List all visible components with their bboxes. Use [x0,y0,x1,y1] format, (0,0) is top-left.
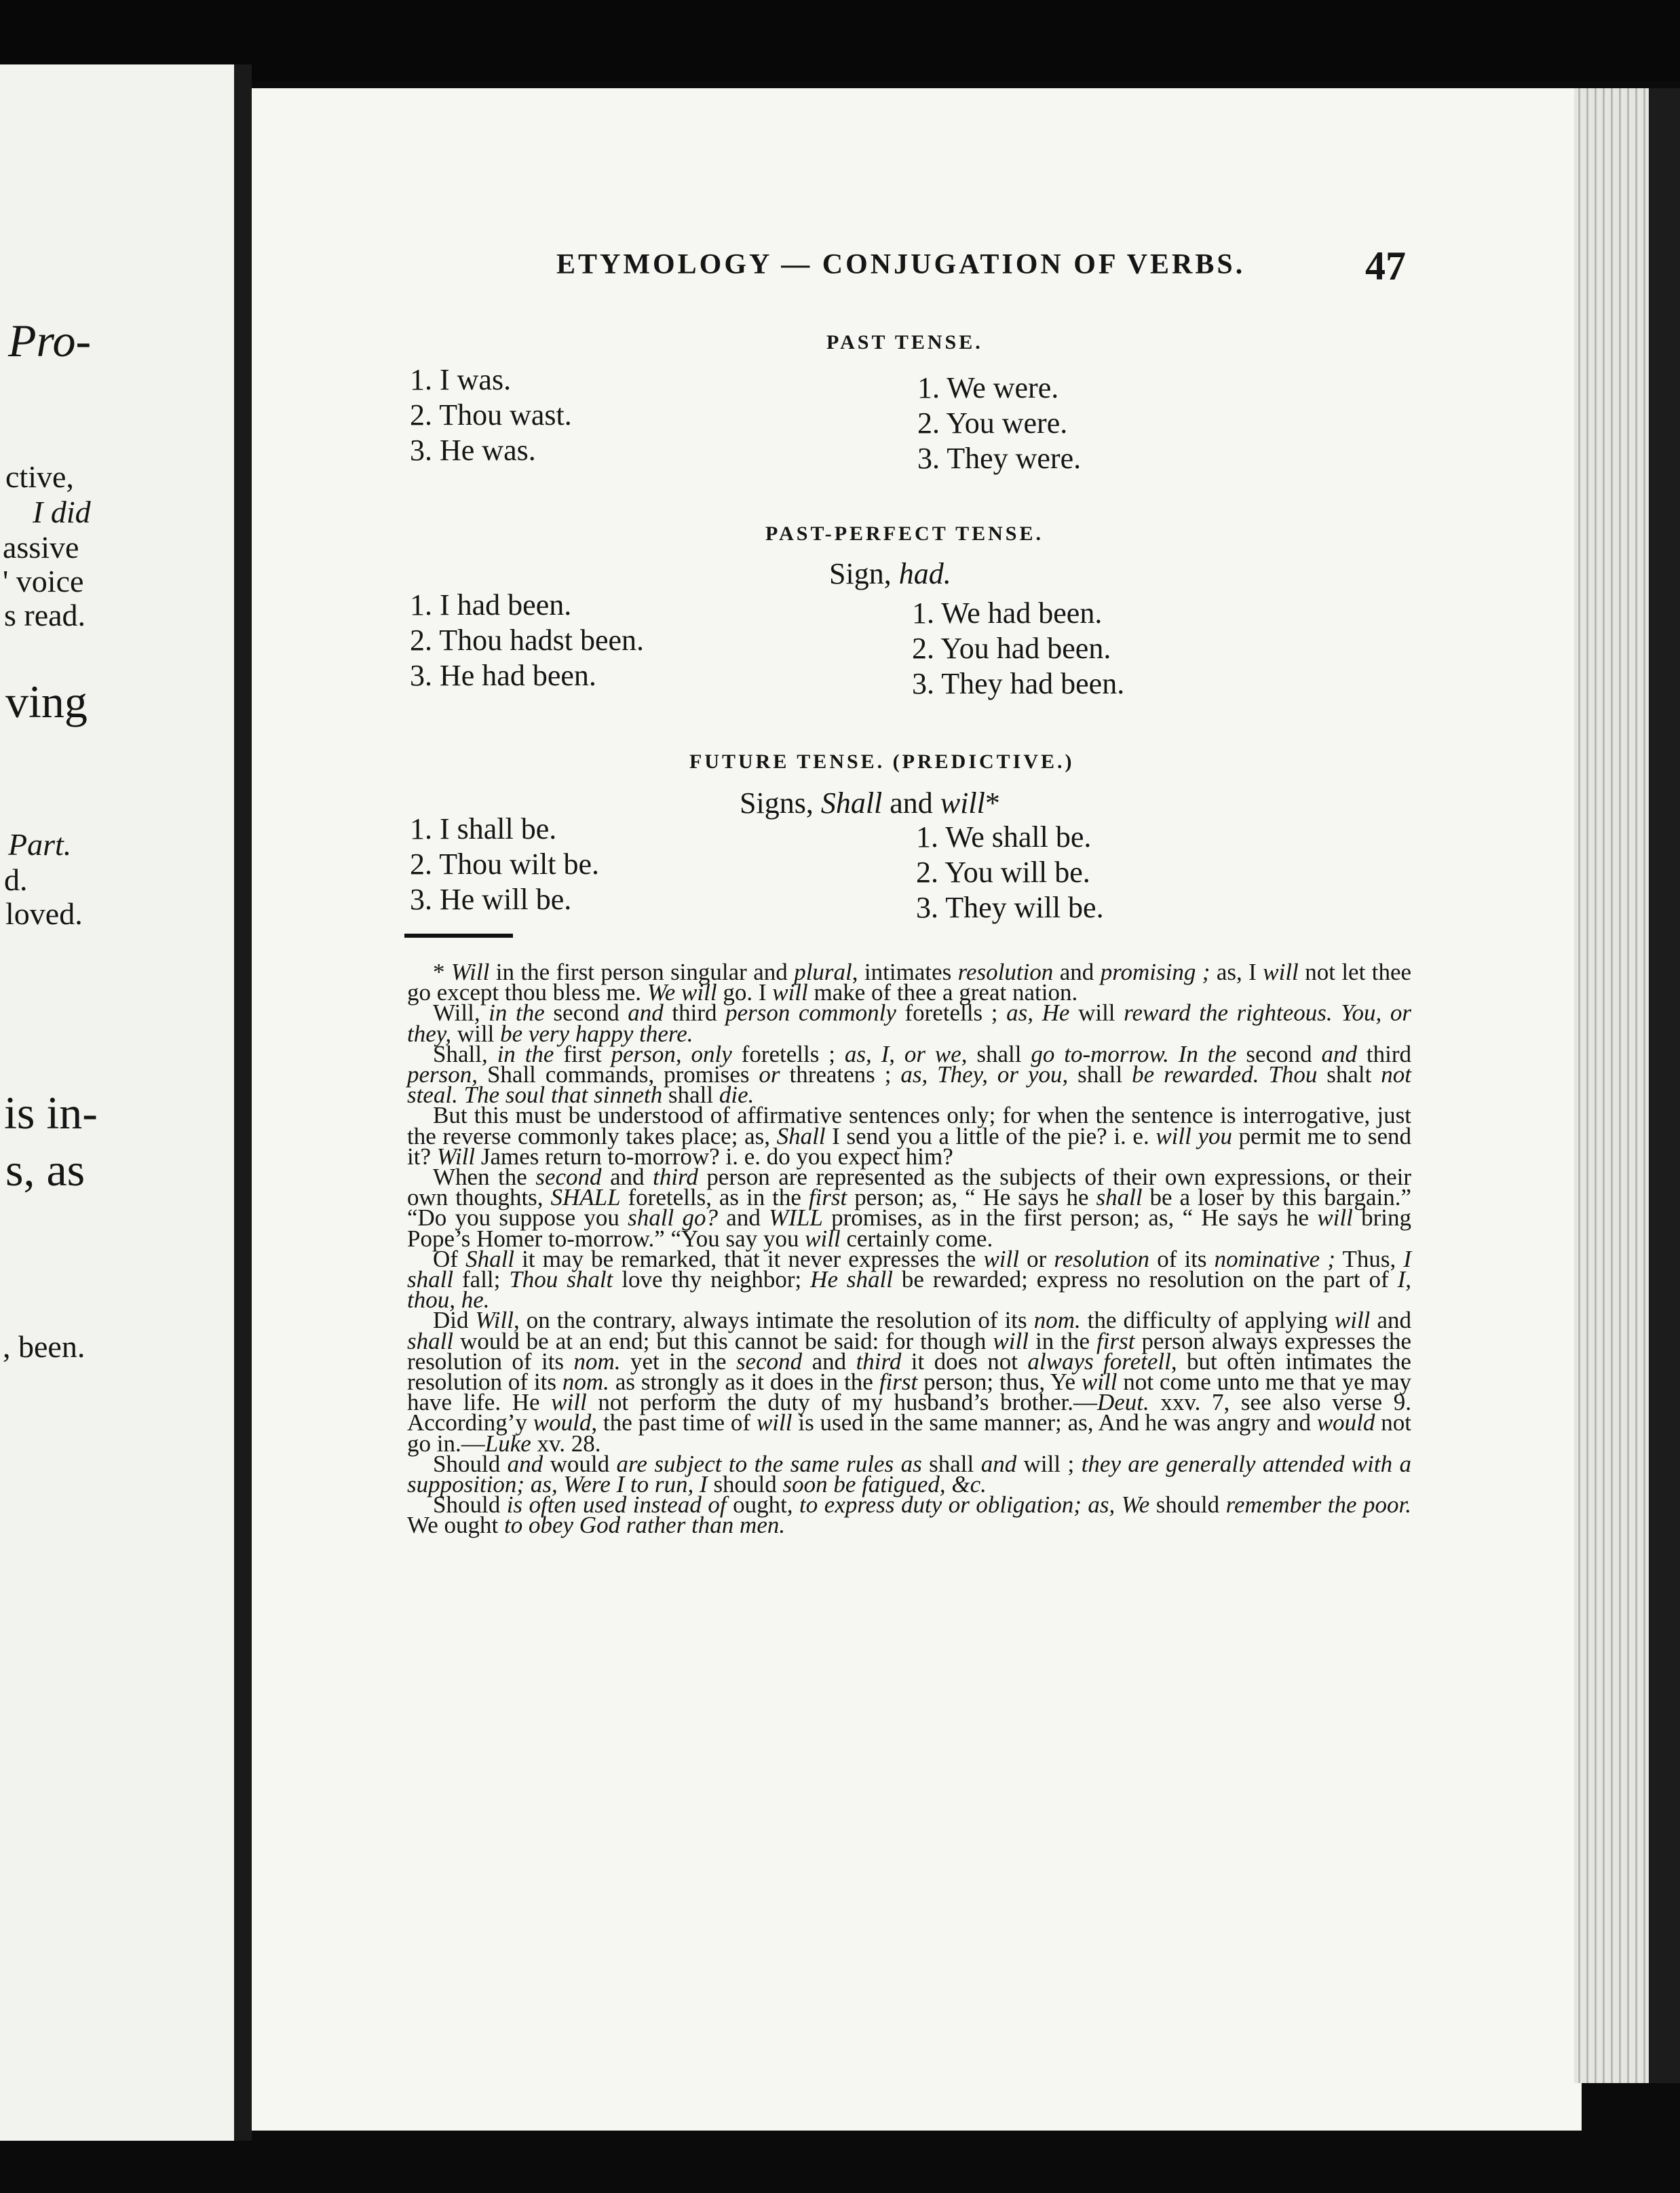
text-run: be a loser by this bargain.” “Do you suppose you [407,1184,1411,1232]
italic-run: WILL [769,1204,823,1232]
text-run: second [1246,1040,1312,1067]
text-run: , the past time of [591,1409,757,1436]
footnote-paragraph [407,1102,1411,1170]
italic-run: will [772,979,808,1006]
left-fragment: ctive, [5,459,74,494]
text-run: Will [433,999,474,1027]
italic-run: and [619,999,672,1027]
text-run: would [550,1450,610,1477]
text-run: Should [433,1491,501,1519]
italic-run: plural [794,959,852,985]
italic-run: will you [1156,1122,1232,1149]
italic-run: will [1263,959,1299,985]
italic-run: Will [475,1307,514,1334]
italic-run: Shall [465,1245,515,1272]
footnote-block [407,959,1412,1539]
conj-line: 3. He was. [410,434,536,467]
italic-run: will [1081,1369,1118,1396]
italic-run: will [983,1245,1019,1272]
footnote-paragraph [407,1040,1411,1109]
italic-run: , in the [481,1040,564,1067]
text-run: as, I [1210,959,1263,985]
italic-run: to obey God rather than men. [498,1512,786,1539]
text-run: and [601,1164,653,1191]
text-run: it may be remarked, that it never expresses the [514,1245,984,1272]
italic-run: first [879,1369,918,1396]
footnote-paragraph [407,1450,1412,1498]
italic-run: die. [713,1082,755,1109]
italic-run: as, He [997,999,1079,1027]
italic-run: third [856,1348,902,1375]
text-run: of its [1149,1245,1215,1272]
footnote-paragraph [407,959,1412,1006]
left-fragment: s read. [4,598,86,632]
text-run: promises, as in the first person; as, “ He says he [822,1204,1318,1232]
left-fragment: s, as [5,1144,85,1196]
text-run: and [718,1204,769,1232]
italic-run: as, They, or you, [891,1061,1078,1088]
text-run: and [802,1348,856,1375]
text-run: shall [976,1040,1022,1067]
sign-label: Signs, [740,786,814,820]
conj-line: 3. They will be. [916,891,1104,924]
italic-run: first [808,1184,847,1211]
italic-run: always foretell [1027,1348,1171,1375]
text-run: third [672,999,717,1027]
text-run: is used in the same manner; as, And he was angry and [792,1409,1317,1436]
italic-run: will [993,1327,1029,1354]
left-fragment: assive [3,530,79,565]
left-fragment: ' voice [3,564,84,598]
conj-line: 1. I was. [410,363,512,396]
italic-run: or [749,1061,790,1088]
text-run: fall; [453,1266,510,1293]
italic-run: Deut. [1096,1389,1149,1416]
italic-run: is often used instead of [500,1491,733,1519]
scan-border-top [0,0,1680,81]
text-run: would be at an end; but this cannot be said: for though [453,1327,993,1354]
italic-run: be rewarded. Thou [1122,1061,1327,1088]
italic-run: and [500,1450,550,1477]
conj-line: 1. I shall be. [410,812,557,845]
page-number: 47 [1365,244,1406,288]
italic-run: resolution [1054,1245,1150,1272]
text-run: make of thee a great nation. [807,979,1078,1006]
italic-run: , to express duty or obligation; as, We [786,1491,1156,1519]
text-run: , intimates [852,959,958,985]
italic-run: shall go? [628,1204,719,1232]
footnote-paragraph [407,1307,1411,1457]
text-run: Of [433,1245,466,1272]
text-run: * [433,959,451,985]
text-run: in the [1028,1327,1097,1354]
italic-run: SHALL [550,1184,621,1211]
conj-line: 1. I had been. [410,588,572,622]
text-run: Did [433,1307,476,1334]
text-run: ought [733,1491,787,1519]
text-run: person; thus, Ye [917,1369,1082,1396]
italic-run: will [551,1389,587,1416]
text-run: We ought [407,1512,499,1539]
text-run: should [1156,1491,1220,1519]
italic-run: I, thou, he. [407,1266,1411,1314]
conj-line: 1. We shall be. [916,820,1092,854]
text-run: the difficulty of applying [1080,1307,1335,1334]
page-edges-shadow [1649,88,1680,2083]
left-fragment: ving [5,676,88,727]
italic-run: first [1096,1327,1135,1354]
text-run: third [1366,1040,1411,1067]
past-plural [917,370,1081,476]
italic-run: and [974,1450,1024,1477]
italic-run: as, I, or we, [835,1040,977,1067]
text-run: Thus, [1335,1245,1404,1272]
conj-line: 2. You will be. [916,856,1090,889]
italic-run: will [1334,1307,1371,1334]
italic-run: person, only [601,1040,742,1067]
text-run: bring Pope’s Homer to-morrow.” “You say you [407,1204,1411,1252]
page-edges [1574,88,1656,2083]
past-perfect-singular [410,588,644,693]
text-run: certainly come. [840,1225,993,1252]
italic-run: person, [407,1061,487,1088]
text-run: But this must be understood of affirmative sentences only; for when the sentence is interrogative, just the reverse commonly takes place; as, [407,1102,1411,1149]
italic-run: , in the [474,999,554,1027]
italic-run: remember the poor. [1219,1491,1412,1519]
text-run: not go in.— [407,1409,1411,1457]
text-run: When the [433,1164,536,1191]
italic-run: will [756,1409,793,1436]
text-run: will [1078,999,1115,1027]
italic-run: I shall [407,1245,1412,1293]
italic-run: would [1316,1409,1375,1436]
italic-run: not steal. The soul that sinneth [407,1061,1411,1109]
future-singular [410,812,599,917]
sign-word: will [940,786,985,820]
italic-run: resolution [957,959,1054,985]
italic-run: nom. [1033,1307,1081,1334]
sign-and: and [890,786,933,820]
left-fragment: is in- [4,1087,98,1139]
text-run: first [563,1040,602,1067]
text-run: Shall commands, promises [486,1061,750,1088]
conj-line: 2. Thou wast. [410,398,572,432]
text-run: Shall [433,1040,482,1067]
text-run: will ; [1023,1450,1075,1477]
italic-run: We will [647,979,717,1006]
italic-run: Will [451,959,490,985]
text-run: person always expresses the resolution of its [407,1327,1411,1375]
text-run: in the first person singular and [489,959,795,985]
section-title-past: PAST TENSE. [826,331,983,354]
italic-run: and [1312,1040,1367,1067]
text-run: shall [1077,1061,1123,1088]
left-fragment: I did [33,495,91,529]
text-run: and [1053,959,1101,985]
italic-run: soon be fatigued, &c. [776,1471,987,1498]
conj-line: 2. Thou hadst been. [410,624,645,657]
text-run: xv. 28. [531,1430,601,1457]
conj-line: 1. We were. [917,371,1059,404]
italic-run: nom. [573,1348,621,1375]
text-run: xxv. 7, see also verse 9. According’y [407,1389,1411,1436]
italic-run: shall [1096,1184,1143,1211]
past-singular [410,362,572,468]
footnote-paragraph [407,999,1412,1047]
footnote-paragraph [407,1491,1412,1539]
left-fragment: Pro- [8,315,92,366]
italic-run: reward the righteous. You, or they, [407,999,1412,1047]
text-run: shall [668,1082,714,1109]
italic-run: shall [407,1327,454,1354]
text-run: not come unto me that ye may have life. He [407,1369,1411,1416]
text-run: permit me to send it? [407,1122,1411,1170]
past-perfect-plural [912,596,1124,702]
past-perfect-sign [829,556,951,591]
italic-run: are subject to the same rules as [609,1450,930,1477]
conj-line: 2. You were. [917,406,1068,440]
text-run: , on the contrary, always intimate the resolution of its [513,1307,1034,1334]
conj-line: 1. We had been. [912,596,1103,630]
left-fragment: , been. [3,1329,85,1364]
footnote-mark: * [985,786,1000,820]
text-run: yet in the [620,1348,736,1375]
text-run: person; as, “ He says he [847,1184,1096,1211]
text-run: shall [929,1450,974,1477]
italic-run: go to-morrow. In the [1021,1040,1246,1067]
text-run: or [1018,1245,1054,1272]
text-run: as strongly as it does in the [609,1369,879,1396]
sign-label: Sign, [829,557,892,590]
conj-line: 3. He will be. [410,883,572,916]
text-run: Should [433,1450,501,1477]
italic-run: second [736,1348,803,1375]
text-run: will [457,1020,495,1047]
italic-run: will [1317,1204,1353,1232]
text-run: foretells ; [904,999,998,1027]
text-run: shalt [1326,1061,1372,1088]
section-title-future: FUTURE TENSE. (PREDICTIVE.) [689,750,1075,773]
text-run: should [713,1471,777,1498]
text-run: foretells ; [741,1040,835,1067]
italic-run: nominative ; [1214,1245,1335,1272]
italic-run: will [805,1225,841,1252]
italic-run: nom. [562,1369,609,1396]
conj-line: 3. He had been. [410,659,596,692]
italic-run: be very happy there. [494,1020,693,1047]
text-run: love thy neighbor; [613,1266,811,1293]
left-fragment: d. [4,862,28,897]
italic-run: promising ; [1100,959,1210,985]
future-plural [916,820,1104,926]
text-run: not perform the duty of my husband’s brother.— [586,1389,1097,1416]
footnote-rule [404,934,513,938]
text-run: not let thee go except thou bless me. [407,959,1412,1006]
text-run: it does not [901,1348,1028,1375]
conj-line: 2. Thou wilt be. [410,847,600,881]
text-run: second [553,999,619,1027]
italic-run: He shall [810,1266,893,1293]
section-title-past-perfect: PAST-PERFECT TENSE. [765,522,1044,545]
running-title: ETYMOLOGY — CONJUGATION OF VERBS. [556,249,1246,280]
text-run: be rewarded; express no resolution on the part of [893,1266,1398,1293]
text-run: foretells, as in the [620,1184,809,1211]
sign-word: had. [898,557,951,590]
italic-run: Shall [776,1122,826,1149]
italic-run: Luke [484,1430,531,1457]
footnote-paragraph [407,1245,1412,1314]
italic-run: person commonly [717,999,905,1027]
future-signs [740,786,1000,820]
italic-run: would [533,1409,592,1436]
italic-run: Thou shalt [509,1266,613,1293]
left-fragment: Part. [8,827,72,862]
footnote-paragraph [407,1164,1411,1252]
conj-line: 2. You had been. [912,632,1111,665]
italic-run: second [535,1164,602,1191]
text-run: go. I [717,979,773,1006]
left-fragment: loved. [5,896,83,931]
italic-run: they are generally attended with a supposition; as, Were I to run, I [407,1450,1412,1498]
text-run: James return to-morrow? i. e. do you expect him? [475,1143,953,1170]
text-run: and [1370,1307,1411,1334]
book-gutter [234,64,252,2141]
text-run: person are represented as the subjects of their own expressions, or their own thoughts, [407,1164,1411,1211]
conj-line: 3. They were. [917,442,1082,475]
italic-run: Will [436,1143,476,1170]
conj-line: 3. They had been. [912,667,1125,700]
text-run: , but often intimates the resolution of its [407,1348,1411,1396]
text-run: threatens ; [789,1061,892,1088]
italic-run: third [653,1164,698,1191]
text-run: I send you a little of the pie? i. e. [825,1122,1156,1149]
sign-word: Shall [820,786,883,820]
